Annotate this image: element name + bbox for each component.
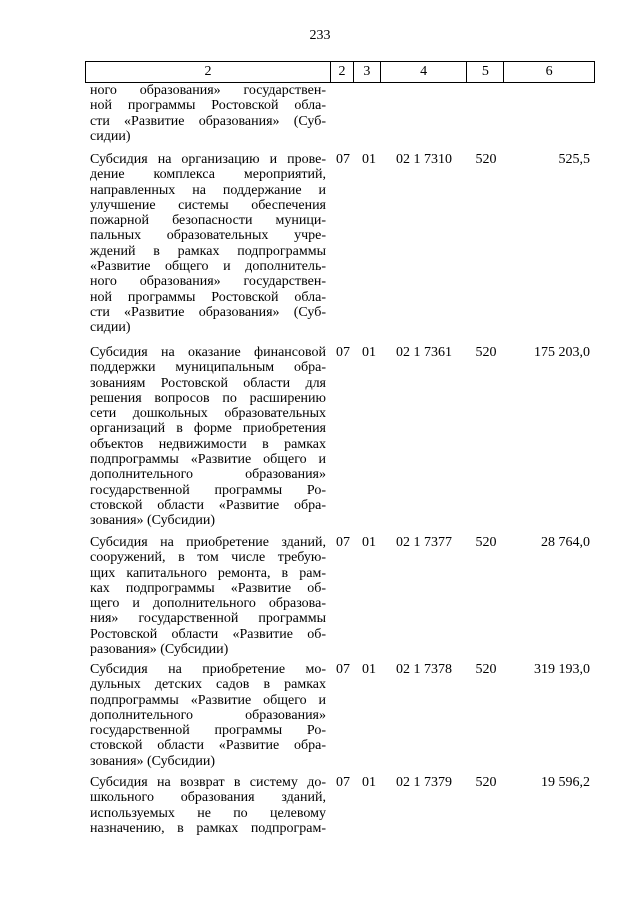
row-description: Субсидия на приобретение мо- дульных детских садов в рамках подпрограммы «Развитие общего и дополнительного образования» государственной программы Ро- стовской области «Развитие обра- зования» (Субсидии) xyxy=(90,662,326,769)
page-number: 233 xyxy=(309,28,331,43)
target-code: 02 1 7377 xyxy=(396,535,452,550)
subsection-code: 01 xyxy=(362,152,376,167)
expense-type: 520 xyxy=(475,535,497,550)
expense-type: 520 xyxy=(475,345,497,360)
section-code: 07 xyxy=(336,535,350,550)
expense-type: 520 xyxy=(475,662,497,677)
target-code: 02 1 7361 xyxy=(396,345,452,360)
subsection-code: 01 xyxy=(362,345,376,360)
target-code: 02 1 7310 xyxy=(396,152,452,167)
target-code: 02 1 7379 xyxy=(396,775,452,790)
amount: 19 596,2 xyxy=(541,775,590,790)
amount: 175 203,0 xyxy=(534,345,590,360)
expense-type: 520 xyxy=(475,775,497,790)
header-cell: 6 xyxy=(545,64,553,79)
subsection-code: 01 xyxy=(362,775,376,790)
row-description: Субсидия на возврат в систему до- школьного образования зданий, используемых не по целевому назначению, в рамках подпрограм- xyxy=(90,775,326,836)
header-cell: 2 xyxy=(331,62,354,82)
section-code: 07 xyxy=(336,775,350,790)
section-code: 07 xyxy=(336,152,350,167)
subsection-code: 01 xyxy=(362,662,376,677)
header-cell: 4 xyxy=(381,62,468,82)
header-cell: 3 xyxy=(354,62,381,82)
amount: 28 764,0 xyxy=(541,535,590,550)
section-code: 07 xyxy=(336,662,350,677)
header-cell: 5 xyxy=(467,62,504,82)
row-description: Субсидия на организацию и прове- дение комплекса мероприятий, направленных на поддержание и улучшение системы обеспечения пожарной безопасности муници- пальных образовательных учре- ждений в рамках подпрограммы «Развитие общего и дополнитель- ного образования» государствен- ной программы Ростовской обла- сти «Развитие образования» (Суб- сидии) xyxy=(90,152,326,336)
expense-type: 520 xyxy=(475,152,497,167)
target-code: 02 1 7378 xyxy=(396,662,452,677)
row-description: Субсидия на оказание финансовой поддержки муниципальным обра- зованиям Ростовской области для решения вопросов по расширению сети дошкольных образовательных организаций в форме приобретения объектов недвижимости в рамках подпрограммы «Развитие общего и дополнительного образования» государственной программы Ро- стовской области «Развитие обра- зования» (Субсидии) xyxy=(90,345,326,529)
row-description: ного образования» государствен- ной программы Ростовской обла- сти «Развитие образования» (Суб- сидии) xyxy=(90,83,326,144)
header-cell: 2 xyxy=(86,62,331,82)
amount: 525,5 xyxy=(558,152,590,167)
table-header xyxy=(85,61,595,83)
amount: 319 193,0 xyxy=(534,662,590,677)
subsection-code: 01 xyxy=(362,535,376,550)
row-description: Субсидия на приобретение зданий, сооружений, в том числе требую- щих капитального ремонта, в рам- ках подпрограммы «Развитие об- щего и дополнительного образова- ния» государственной программы Ростовской области «Развитие об- разования» (Субсидии) xyxy=(90,535,326,658)
section-code: 07 xyxy=(336,345,350,360)
